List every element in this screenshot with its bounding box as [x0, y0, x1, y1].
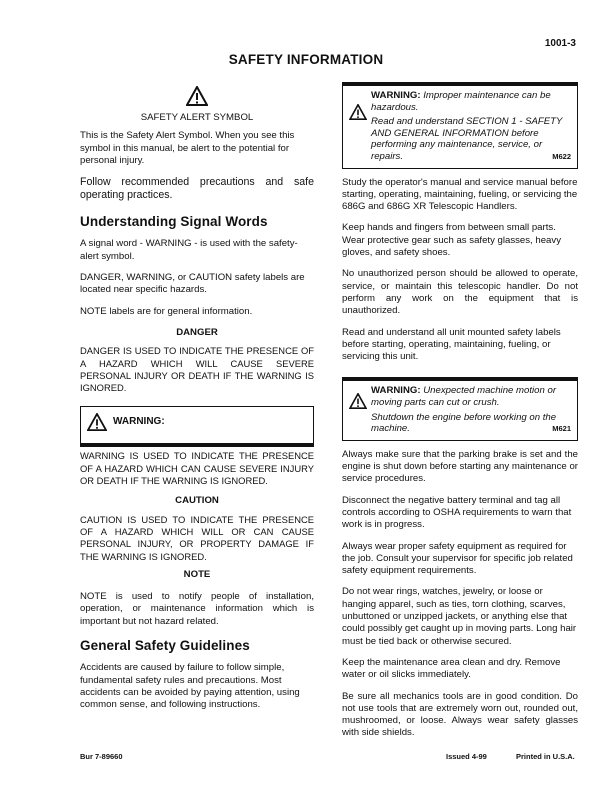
page-title: SAFETY INFORMATION [228, 52, 384, 67]
signal-paragraph-2: DANGER, WARNING, or CAUTION safety labels are located near specific hazards. [80, 272, 305, 296]
right-column [342, 82, 578, 749]
left-column [80, 86, 314, 721]
heading-signal-words: Understanding Signal Words [80, 214, 268, 230]
warning-section [80, 406, 314, 487]
general-safety-text: Accidents are caused by failure to follow simple, fundamental safety rules and precautions. Most accidents can be avoided by paying attention, using common sense, and following instructions. [80, 662, 300, 711]
warning-box-motion [342, 377, 578, 440]
warning-box-body: Read and understand SECTION 1 - SAFETY AND GENERAL INFORMATION before performing any maintenance, service, or repairs. [371, 116, 563, 162]
right-paragraph-8: Do not wear rings, watches, jewelry, or loose or hanging apparel, such as ties, torn clothing, scarves, unbuttoned or unzipped jackets, or anything else that could possibly get caught up in moving parts. Long hair must be tied back or otherwise secured. [342, 586, 577, 647]
note-text: NOTE is used to notify people of installation, operation, or maintenance information which is important but not hazard related. [80, 591, 314, 627]
right-paragraph-10: Be sure all mechanics tools are in good condition. Do not use tools that are extremely worn out, rounded out, mushroomed, or loose. Always wear safety glasses with side shields. [342, 690, 578, 739]
warning-box-code: M622 [552, 151, 571, 161]
footer-issued: Issued 4-99 [446, 752, 487, 761]
warning-text: WARNING IS USED TO INDICATE THE PRESENCE OF A HAZARD WHICH CAN CAUSE SEVERE INJURY OR DEATH IF THE WARNING IS IGNORED. [80, 450, 314, 487]
right-paragraph-3: No unauthorized person should be allowed to operate, service, or maintain this telescopic handler. Do not perform any work on the equipment that is unauthorized. [342, 268, 578, 317]
warning-box-label: WARNING: [371, 90, 421, 101]
warning-box-label: WARNING: [371, 385, 421, 397]
right-paragraph-1: Study the operator's manual and service manual before starting, operating, maintaining, fueling, or servicing the 686G and 686G XR Telescopic Handlers. [342, 176, 578, 213]
right-paragraph-6: Disconnect the negative battery terminal and tag all controls according to OSHA requirements to warn that work is in progress. [342, 494, 572, 531]
symbol-label: SAFETY ALERT SYMBOL [140, 112, 254, 123]
footer-printed: Printed in U.S.A. [516, 752, 575, 761]
symbol-description: This is the Safety Alert Symbol. When you see this symbol in this manual, be alert to the potential for personal injury. [80, 130, 295, 166]
right-paragraph-7: Always wear proper safety equipment as required for the job. Consult your supervisor for specific job related safety equipment requirements. [342, 540, 573, 577]
note-heading: NOTE [183, 568, 211, 580]
danger-text: DANGER IS USED TO INDICATE THE PRESENCE OF A HAZARD WHICH WILL CAUSE SEVERE PERSONAL INJURY OR DEATH IF THE WARNING IS IGNORED. [80, 345, 314, 394]
caution-text: CAUTION IS USED TO INDICATE THE PRESENCE OF A HAZARD WHICH WILL OR CAN CAUSE PERSONAL INJURY, OR PROPERTY DAMAGE IF THE WARNING IS IGNORED. [80, 513, 314, 562]
right-paragraph-4: Read and understand all unit mounted safety labels before starting, operating, maintaining, fueling, or servicing this unit. [342, 326, 561, 363]
signal-paragraph-3: NOTE labels are for general information. [80, 305, 253, 317]
warning-box-body: Shutdown the engine before working on the machine. [371, 411, 557, 435]
follow-precautions: Follow recommended precautions and safe operating practices. [80, 176, 314, 202]
safety-alert-symbol [80, 86, 314, 106]
warning-triangle-icon [349, 393, 367, 409]
right-paragraph-5: Always make sure that the parking brake is set and the engine is shut down before starting any maintenance or service procedures. [342, 448, 578, 485]
caution-heading: CAUTION [175, 495, 219, 507]
danger-heading: DANGER [176, 326, 218, 338]
page-number: 1001-3 [544, 38, 576, 49]
warning-triangle-icon [87, 413, 107, 431]
heading-general-safety: General Safety Guidelines [80, 638, 250, 654]
warning-label-box [80, 406, 314, 444]
right-paragraph-2: Keep hands and fingers from between small parts. Wear protective gear such as safety glasses, heavy gloves, and safety shoes. [342, 222, 561, 259]
warning-heading: WARNING: [113, 416, 165, 428]
warning-triangle-icon [349, 104, 367, 120]
warning-box-line: Unexpected machine motion or moving parts can cut or crush. [371, 385, 557, 409]
warning-box-code: M621 [552, 424, 571, 434]
signal-paragraph-1: A signal word - WARNING - is used with the safety-alert symbol. [80, 238, 298, 262]
footer-doc-number: Bur 7-89660 [80, 752, 123, 761]
warning-box-line: Improper maintenance can be hazardous. [371, 90, 551, 113]
right-paragraph-9: Keep the maintenance area clean and dry. Remove water or oil slicks immediately. [342, 656, 561, 681]
warning-box-maintenance [342, 82, 578, 169]
warning-triangle-icon [186, 86, 208, 106]
